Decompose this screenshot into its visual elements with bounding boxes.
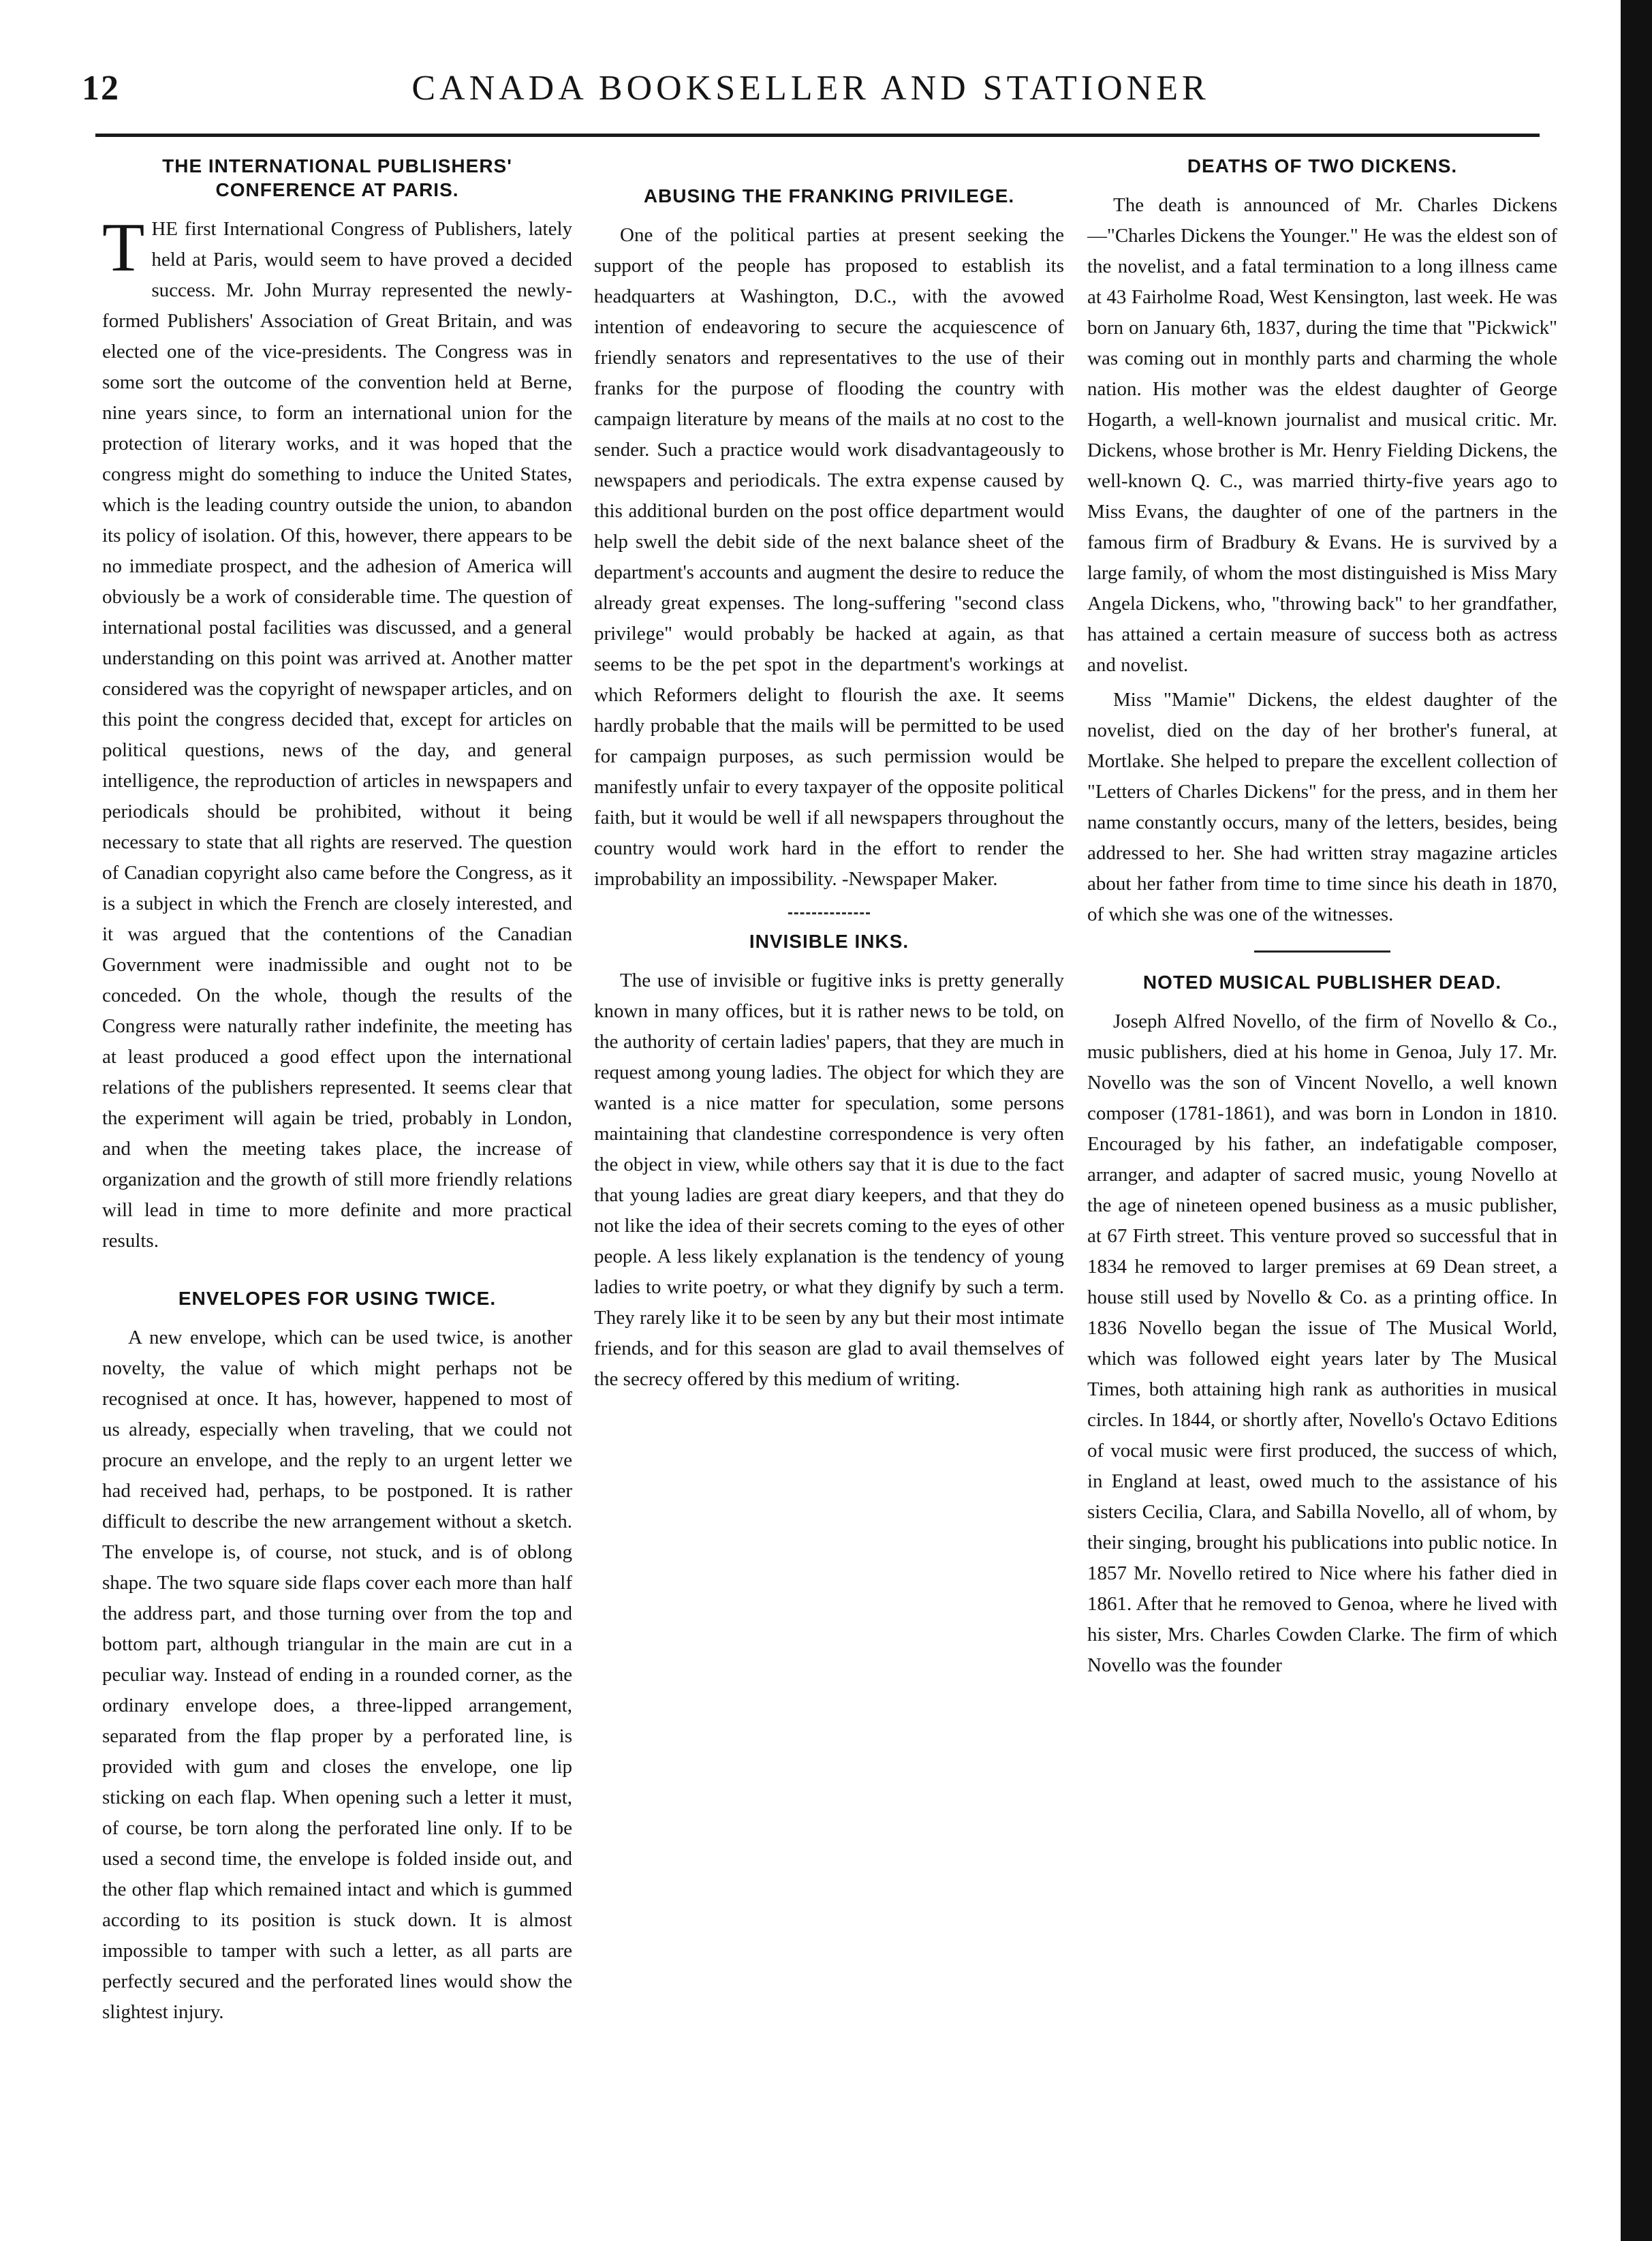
- column-right: [1087, 154, 1557, 2219]
- column-middle: [594, 154, 1064, 2219]
- article-franking: [594, 184, 1064, 895]
- drop-cap: T: [102, 209, 145, 286]
- article-paragraph: Joseph Alfred Novello, of the firm of Novello & Co., music publishers, died at his home in Genoa, July 17. Mr. Novello was the son of Vincent Novello, a well known composer (1781-1861), and was born in London in 1810. Encouraged by his father, an indefatigable composer, arranger, and adapter of sacred music, young Novello at the age of nineteen opened business as a music publisher, at 67 Firth street. This venture proved so successful that in 1834 he removed to larger premises at 69 Dean street, a house still used by Novello & Co. as a printing office. In 1836 Novello began the issue of The Musical World, which was followed eight years later by The Musical Times, both attaining high rank as authorities in musical circles. In 1844, or shortly after, Novello's Octavo Editions of vocal music were first produced, the success of which, in England at least, owed much to the assistance of his sisters Cecilia, Clara, and Sabilla Novello, all of whom, by their singing, brought his publications into public notice. In 1857 Mr. Novello retired to Nice where his father died in 1861. After that he removed to Genoa, where he lived with his sister, Mrs. Charles Cowden Clarke. The firm of which Novello was the founder: [1087, 1010, 1557, 1676]
- article-paragraph: [102, 209, 572, 1256]
- article-dickens: [1087, 154, 1557, 930]
- article-paragraph: One of the political parties at present seeking the support of the people has proposed to establish its headquarters at Washington, D.C., with the avowed intention of endeavoring to secure the acquiescence of friendly senators and representatives to the use of their franks for the purpose of flooding the country with campaign literature by means of the mails at no cost to the sender. Such a practice would work disadvantageously to newspapers and periodicals. The extra expense caused by this additional burden on the post office department would help swell the debit side of the next balance sheet of the department's accounts and augment the desire to reduce the already great expenses. The long-suffering "second class privilege" would probably be hacked at again, as that seems to be the pet spot in the department's workings at which Reformers delight to flourish the axe. It seems hardly probable that the mails will be permitted to be used for campaign purposes, as such permission would be manifestly unfair to every taxpayer of the opposite political faith, but it would be well if all newspapers throughout the country would work hard in the effort to render the improbability an impossibility. -Newspaper Maker.: [594, 224, 1064, 890]
- article-publishers-conference: [102, 154, 572, 1256]
- running-title: CANADA BOOKSELLER AND STATIONER: [411, 69, 1210, 108]
- article-invisible-inks: [594, 929, 1064, 1395]
- article-heading: ABUSING THE FRANKING PRIVILEGE.: [643, 185, 1015, 206]
- article-heading: DEATHS OF TWO DICKENS.: [1187, 155, 1458, 176]
- article-heading: INVISIBLE INKS.: [749, 931, 909, 952]
- article-heading: NOTED MUSICAL PUBLISHER DEAD.: [1142, 972, 1502, 993]
- section-divider: [1254, 951, 1390, 953]
- article-heading: ENVELOPES FOR USING TWICE.: [178, 1288, 497, 1309]
- article-novello: [1087, 970, 1557, 1681]
- paragraph-text: HE first International Congress of Publishers, lately held at Paris, would seem to have proved a decided success. Mr. John Murray represented the newly-formed Publishers' Association of Great Britain, and was elected one of the vice-presidents. The Congress was in some sort the outcome of the convention held at Berne, nine years since, to form an international union for the protection of literary works, and it was hoped that the congress might do something to induce the United States, which is the leading country outside the union, to abandon its policy of isolation. Of this, however, there appears to be no immediate prospect, and the adhesion of America will obviously be a work of considerable time. The question of international postal facilities was discussed, and a general understanding on this point was arrived at. Another matter considered was the copyright of newspaper articles, and on this point the congress decided that, except for articles on political questions, news of the day, and general intelligence, the reproduction of articles in newspapers and periodicals should be prohibited, without it being necessary to state that all rights are reserved. The question of Canadian copyright also came before the Congress, as it is a subject in which the French are closely interested, and it was argued that the contentions of the Canadian Government were inadmissible and ought not to be conceded. On the whole, though the results of the Congress were naturally rather indefinite, the meeting has at least produced a good effect upon the international relations of the publishers represented. It seems clear that the experiment will again be tried, probably in London, and when the meeting takes place, the increase of organization and the growth of still more friendly relations will lead in time to more definite and more practical results.: [102, 218, 572, 1252]
- article-paragraph: The death is announced of Mr. Charles Dickens—"Charles Dickens the Younger." He was the eldest son of the novelist, and a fatal termination to a long illness came at 43 Fairholme Road, West Kensington, last week. He was born on January 6th, 1837, during the time that "Pickwick" was coming out in monthly parts and charming the whole nation. His mother was the eldest daughter of George Hogarth, a well-known journalist and musical critic. Mr. Dickens, whose brother is Mr. Henry Fielding Dickens, the well-known Q. C., was married thirty-five years ago to Miss Evans, the daughter of one of the partners in the famous firm of Bradbury & Evans. He is survived by a large family, of whom the most distinguished is Miss Mary Angela Dickens, who, "throwing back" to her grandfather, has attained a certain measure of success both as actress and novelist.: [1087, 194, 1557, 676]
- section-divider: [788, 912, 870, 914]
- page-header: [82, 68, 1540, 123]
- article-envelopes: [102, 1286, 572, 2028]
- header-rule: [95, 134, 1540, 137]
- page-number: 12: [82, 69, 120, 108]
- article-heading: THE INTERNATIONAL PUBLISHERS' CONFERENCE AT PARIS.: [162, 155, 512, 200]
- page-edge-bar: [1621, 0, 1652, 2241]
- column-left: [102, 154, 572, 2219]
- article-paragraph: Miss "Mamie" Dickens, the eldest daughter of the novelist, died on the day of her brother's funeral, at Mortlake. She helped to prepare the excellent collection of "Letters of Charles Dickens" for the press, and in them her name constantly occurs, many of the letters, besides, being addressed to her. She had written stray magazine articles about her father from time to time since his death in 1870, of which she was one of the witnesses.: [1087, 689, 1557, 925]
- article-paragraph: The use of invisible or fugitive inks is pretty generally known in many offices, but it is rather news to be told, on the authority of certain ladies' papers, that they are much in request among young ladies. The object for which they are wanted is a nice matter for speculation, some persons maintaining that clandestine correspondence is very often the object in view, while others say that it is due to the fact that young ladies are great diary keepers, and that they do not like the idea of their secrets coming to the eyes of other people. A less likely explanation is the tendency of young ladies to write poetry, or what they dignify by such a term. They rarely like it to be seen by any but their most intimate friends, and for this season are glad to avail themselves of the secrecy offered by this medium of writing.: [594, 970, 1064, 1390]
- article-paragraph: A new envelope, which can be used twice, is another novelty, the value of which might perhaps not be recognised at once. It has, however, happened to most of us already, especially when traveling, that we could not procure an envelope, and the reply to an urgent letter we had received had, perhaps, to be postponed. It is rather difficult to describe the new arrangement without a sketch. The envelope is, of course, not stuck, and is of oblong shape. The two square side flaps cover each more than half the address part, and those turning over from the top and bottom part, although triangular in the main are cut in a peculiar way. Instead of ending in a rounded corner, as the ordinary envelope does, a three-lipped arrangement, separated from the flap proper by a perforated line, is provided with gum and closes the envelope, one lip sticking on each flap. When opening such a letter it must, of course, be torn along the perforated line only. If to be used a second time, the envelope is folded inside out, and the other flap which remained intact and which is gummed according to its position is stuck down. It is almost impossible to tamper with such a letter, as all parts are perfectly secured and the perforated lines would show the slightest injury.: [102, 1327, 572, 2023]
